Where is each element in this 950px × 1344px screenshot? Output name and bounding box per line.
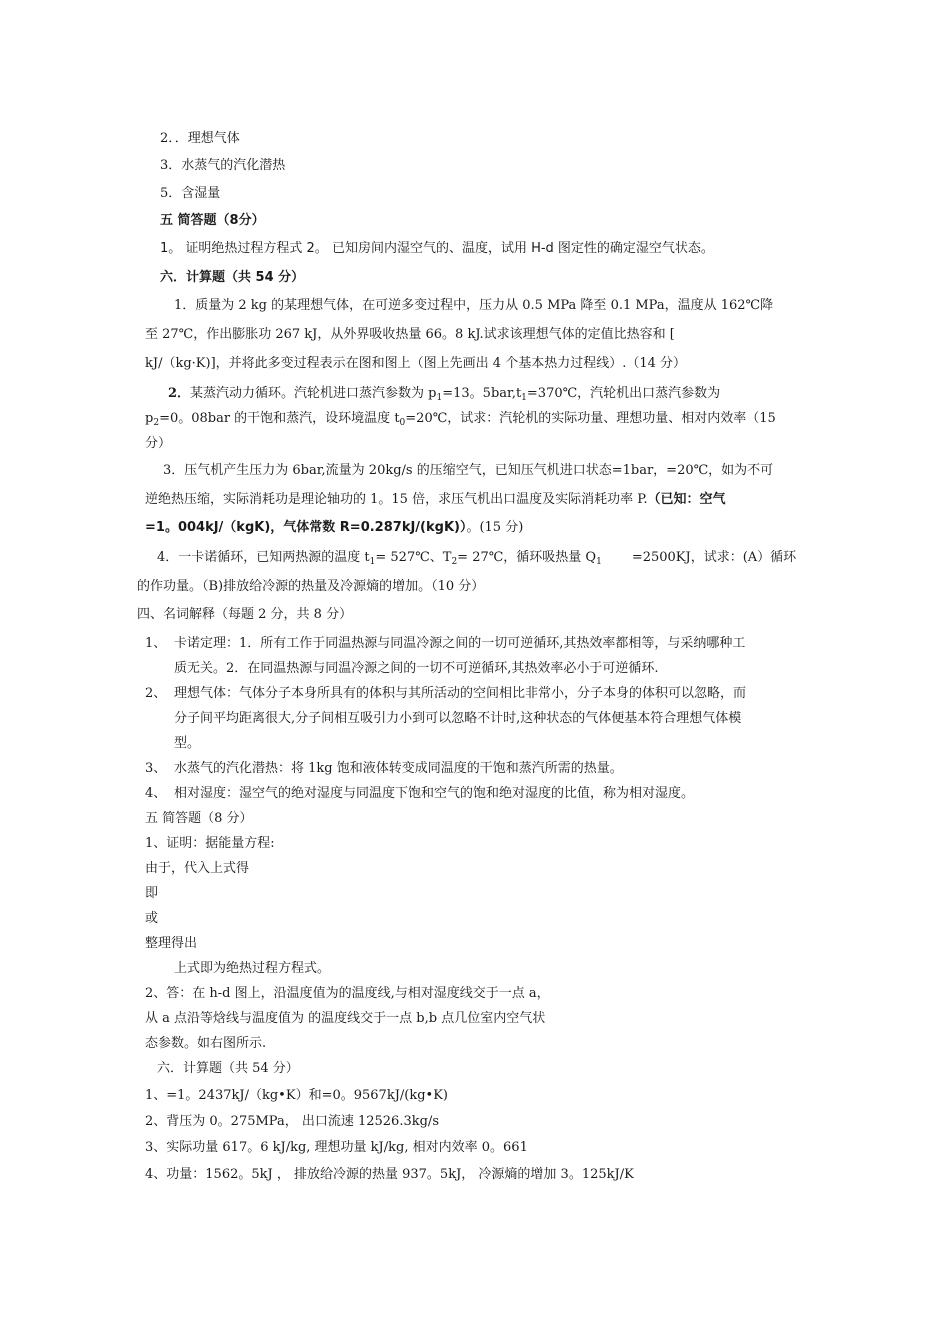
q6-p4-line2: 的作功量。（B)排放给冷源的热量及冷源熵的增加。（10 分） bbox=[137, 579, 485, 594]
q6-p3-given: （已知：空气 bbox=[647, 492, 726, 507]
q6-p2-line2 bbox=[145, 410, 776, 428]
answer4-2-line1: 理想气体：气体分子本身所具有的体积与其所活动的空间相比非常小，分子本身的体积可以忽略，而 bbox=[174, 686, 747, 701]
answer4-4-line1: 相对湿度：湿空气的绝对湿度与同温度下饱和空气的饱和绝对湿度的比值，称为相对湿度。 bbox=[174, 786, 695, 801]
answers5-line2: 由于，代入上式得 bbox=[145, 861, 250, 876]
answers5-line6: 上式即为绝热过程方程式。 bbox=[174, 961, 331, 976]
q6-p4-text-a: 4．一卡诺循环，已知两热源的温度 t bbox=[157, 550, 370, 565]
q6-p1-line2: 至 27℃，作出膨胀功 267 kJ，从外界吸收热量 66。8 kJ.试求该理想气体的定值比热容和 [ bbox=[145, 327, 675, 342]
answer4-2-line2: 分子间平均距离很大,分子间相互吸引力小到可以忽略不计时,这种状态的气体便基本符合理想气体模 bbox=[174, 711, 742, 726]
answers6-item1: 1、=1。2437kJ/（kg•K）和=0。9567kJ/(kg•K) bbox=[145, 1088, 449, 1103]
top-item-3: 3．水蒸气的汽化潜热 bbox=[160, 158, 286, 173]
answers5-line8: 从 a 点沿等焓线与温度值为 的温度线交于一点 b,b 点几位室内空气状 bbox=[145, 1011, 546, 1026]
answer4-3-number: 3、 bbox=[145, 761, 167, 776]
answers5-line1: 1、证明：据能量方程: bbox=[145, 836, 275, 851]
q6-p4-text-b: = 527℃、T bbox=[375, 550, 452, 565]
subscript: 1 bbox=[521, 393, 527, 403]
q6-p3-line1: 3．压气机产生压力为 6bar,流量为 20kg/s 的压缩空气，已知压气机进口状态=1bar，=20℃，如为不可 bbox=[163, 463, 774, 478]
q6-p4-text-d: =2500KJ，试求：(A）循环 bbox=[631, 550, 797, 565]
answers5-heading: 五 简答题（8 分） bbox=[145, 811, 253, 826]
answer4-1-number: 1、 bbox=[145, 636, 167, 651]
answers6-item3: 3、实际功量 617。6 kJ/kg, 理想功量 kJ/kg, 相对内效率 0。661 bbox=[145, 1140, 528, 1155]
q6-p4-text-c: = 27℃，循环吸热量 Q bbox=[457, 550, 597, 565]
answers5-line7: 2、答：在 h-d 图上，沿温度值为的温度线,与相对湿度线交于一点 a， bbox=[145, 986, 550, 1001]
q6-p2-text-f: =20℃，试求：汽轮机的实际功量、理想功量、相对内效率（15 bbox=[405, 411, 776, 426]
q6-p3-text-a: 逆绝热压缩，实际消耗功是理论轴功的 1。15 倍，求压气机出口温度及实际消耗功率 P. bbox=[145, 492, 648, 507]
answer4-2-number: 2、 bbox=[145, 686, 167, 701]
answers6-item4: 4、功量：1562。5kJ ， 排放给冷源的热量 937。5kJ， 冷源熵的增加 3。125kJ/K bbox=[145, 1167, 634, 1182]
q6-p2-line1 bbox=[168, 385, 720, 403]
answers6-heading: 六．计算题（共 54 分） bbox=[157, 1061, 299, 1076]
answers5-line3: 即 bbox=[145, 886, 159, 901]
top-item-5: 5．含湿量 bbox=[160, 186, 221, 201]
answer4-1-line2: 质无关。2．在同温热源与同温冷源之间的一切不可逆循环,其热效率必小于可逆循环. bbox=[174, 661, 659, 676]
q6-p2-text-a: 某蒸汽动力循环。汽轮机进口蒸汽参数为 p bbox=[190, 386, 437, 401]
answers5-line4: 或 bbox=[145, 911, 159, 926]
q6-p3-given-values: =1。004kJ/（kgK)，气体常数 R=0.287kJ/(kgK)） bbox=[145, 520, 467, 535]
subscript: 1 bbox=[369, 557, 376, 567]
q6-p1-line3: kJ/（kg·K)]，并将此多变过程表示在图和图上（图上先画出 4 个基本热力过程线）.（14 分） bbox=[145, 356, 686, 371]
q6-p2-number: 2． bbox=[168, 386, 191, 401]
q6-p3-line2 bbox=[145, 491, 725, 509]
q6-p1-line1: 1．质量为 2 kg 的某理想气体，在可逆多变过程中，压力从 0.5 MPa 降至 0.1 MPa，温度从 162℃降 bbox=[174, 298, 774, 313]
top-item-2: 2．．理想气体 bbox=[160, 131, 240, 146]
answers5-line5: 整理得出 bbox=[145, 936, 198, 951]
answer4-3-line1: 水蒸气的汽化潜热：将 1kg 饱和液体转变成同温度的干饱和蒸汽所需的热量。 bbox=[174, 761, 623, 776]
subscript: 2 bbox=[451, 557, 458, 567]
q5-heading: 五 简答题（8分） bbox=[160, 213, 265, 228]
answer4-2-line3: 型。 bbox=[174, 736, 201, 751]
subscript: 1 bbox=[596, 557, 602, 567]
q6-p2-text-d: p bbox=[145, 411, 154, 426]
q6-p4-line1 bbox=[157, 549, 796, 567]
q6-p3-points: 。(15 分) bbox=[466, 520, 524, 535]
q5-line1: 1。 证明绝热过程方程式 2。 已知房间内湿空气的、温度，试用 H-d 图定性的确定湿空气状态。 bbox=[160, 241, 714, 256]
answers6-item2: 2、背压为 0。275MPa， 出口流速 12526.3kg/s bbox=[145, 1114, 439, 1129]
subscript: 0 bbox=[399, 418, 406, 428]
q6-p2-line3: 分） bbox=[145, 436, 172, 451]
q6-p2-text-e: =0。08bar 的干饱和蒸汽，设环境温度 t bbox=[159, 411, 400, 426]
answer4-1-line1: 卡诺定理：1．所有工作于同温热源与同温冷源之间的一切可逆循环,其热效率都相等，与采纳哪种工 bbox=[174, 636, 746, 651]
answers5-line9: 态参数。如右图所示. bbox=[145, 1036, 267, 1051]
answer4-4-number: 4、 bbox=[145, 786, 167, 801]
q6-p2-text-c: =370℃，汽轮机出口蒸汽参数为 bbox=[526, 386, 721, 401]
subscript: 2 bbox=[153, 418, 160, 428]
q6-p3-line3 bbox=[145, 519, 523, 537]
subscript: 1 bbox=[436, 393, 443, 403]
q6-heading: 六．计算题（共 54 分） bbox=[160, 270, 305, 285]
q6-p2-text-b: =13。5bar,t bbox=[442, 386, 522, 401]
answers4-heading: 四、名词解释（每题 2 分，共 8 分） bbox=[137, 607, 353, 622]
